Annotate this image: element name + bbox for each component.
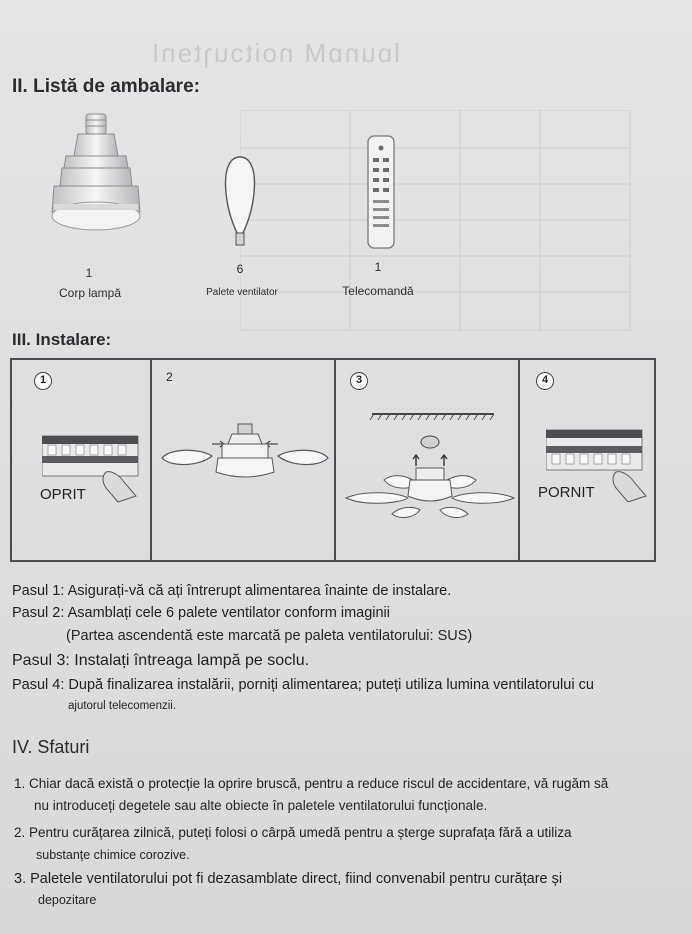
lamp-body-label: Corp lampă <box>58 286 122 300</box>
tip-3-cont: depozitare <box>38 893 97 907</box>
fan-blade-qty: 6 <box>236 262 244 276</box>
install-panel-1 <box>12 360 150 560</box>
step-number-2: 2 <box>166 370 173 384</box>
tips-title: IV. Sfaturi <box>12 737 90 757</box>
step-number-4: 4 <box>536 372 554 390</box>
show-through-table <box>240 110 640 340</box>
remote-control-icon <box>364 134 398 252</box>
step-number-1: 1 <box>34 372 52 390</box>
install-step-2: Pasul 2: Asamblați cele 6 palete ventilator conform imaginii <box>12 605 390 621</box>
packing-title: II. Listă de ambalare: <box>12 76 200 97</box>
fan-blade-label: Palete ventilator <box>206 287 278 298</box>
install-step-3: Pasul 3: Instalați întreaga lampă pe soclu. <box>12 652 310 669</box>
show-through-text: lɒunɒM noitɔuɿtɘnI <box>150 38 400 68</box>
lamp-body-qty: 1 <box>85 266 93 280</box>
fan-blade-icon <box>222 155 258 247</box>
on-label: PORNIT <box>538 484 595 501</box>
install-title: III. Instalare: <box>12 330 112 349</box>
install-panel-3 <box>334 360 518 560</box>
remote-label: Telecomandă <box>342 284 414 298</box>
install-step-2-note: (Partea ascendentă este marcată pe paleta ventilatorului: SUS) <box>66 628 473 644</box>
ceiling-fan-mounted-icon <box>344 410 516 520</box>
lamp-body-icon <box>48 112 144 262</box>
tip-1: 1. Chiar dacă există o protecție la oprire bruscă, pentru a reduce riscul de accidentare, vă rugăm să <box>14 776 609 791</box>
tip-2-cont: substanțe chimice corozive. <box>36 848 190 862</box>
install-step-4-cont: ajutorul telecomenzii. <box>68 700 177 712</box>
fan-assembly-icon <box>160 420 330 500</box>
step-number-3: 3 <box>350 372 368 390</box>
install-step-1: Pasul 1: Asigurați-vă că ați întrerupt alimentarea înainte de instalare. <box>12 583 452 599</box>
tip-1-cont: nu introduceți degetele sau alte obiecte în paletele ventilatorului funcționale. <box>34 798 488 813</box>
remote-qty: 1 <box>374 260 382 274</box>
install-panel-2 <box>150 360 334 560</box>
tip-3: 3. Paletele ventilatorului pot fi dezasamblate direct, fiind convenabil pentru curățare și <box>14 871 563 887</box>
install-step-4: Pasul 4: După finalizarea instalării, porniți alimentarea; puteți utiliza lumina ventilatorului cu <box>12 677 594 693</box>
off-label: OPRIT <box>40 486 86 503</box>
tip-2: 2. Pentru curățarea zilnică, puteți folosi o cârpă umedă pentru a șterge suprafața fără a utiliza <box>14 825 572 840</box>
install-panel-4 <box>518 360 654 560</box>
installation-diagram <box>10 358 656 562</box>
